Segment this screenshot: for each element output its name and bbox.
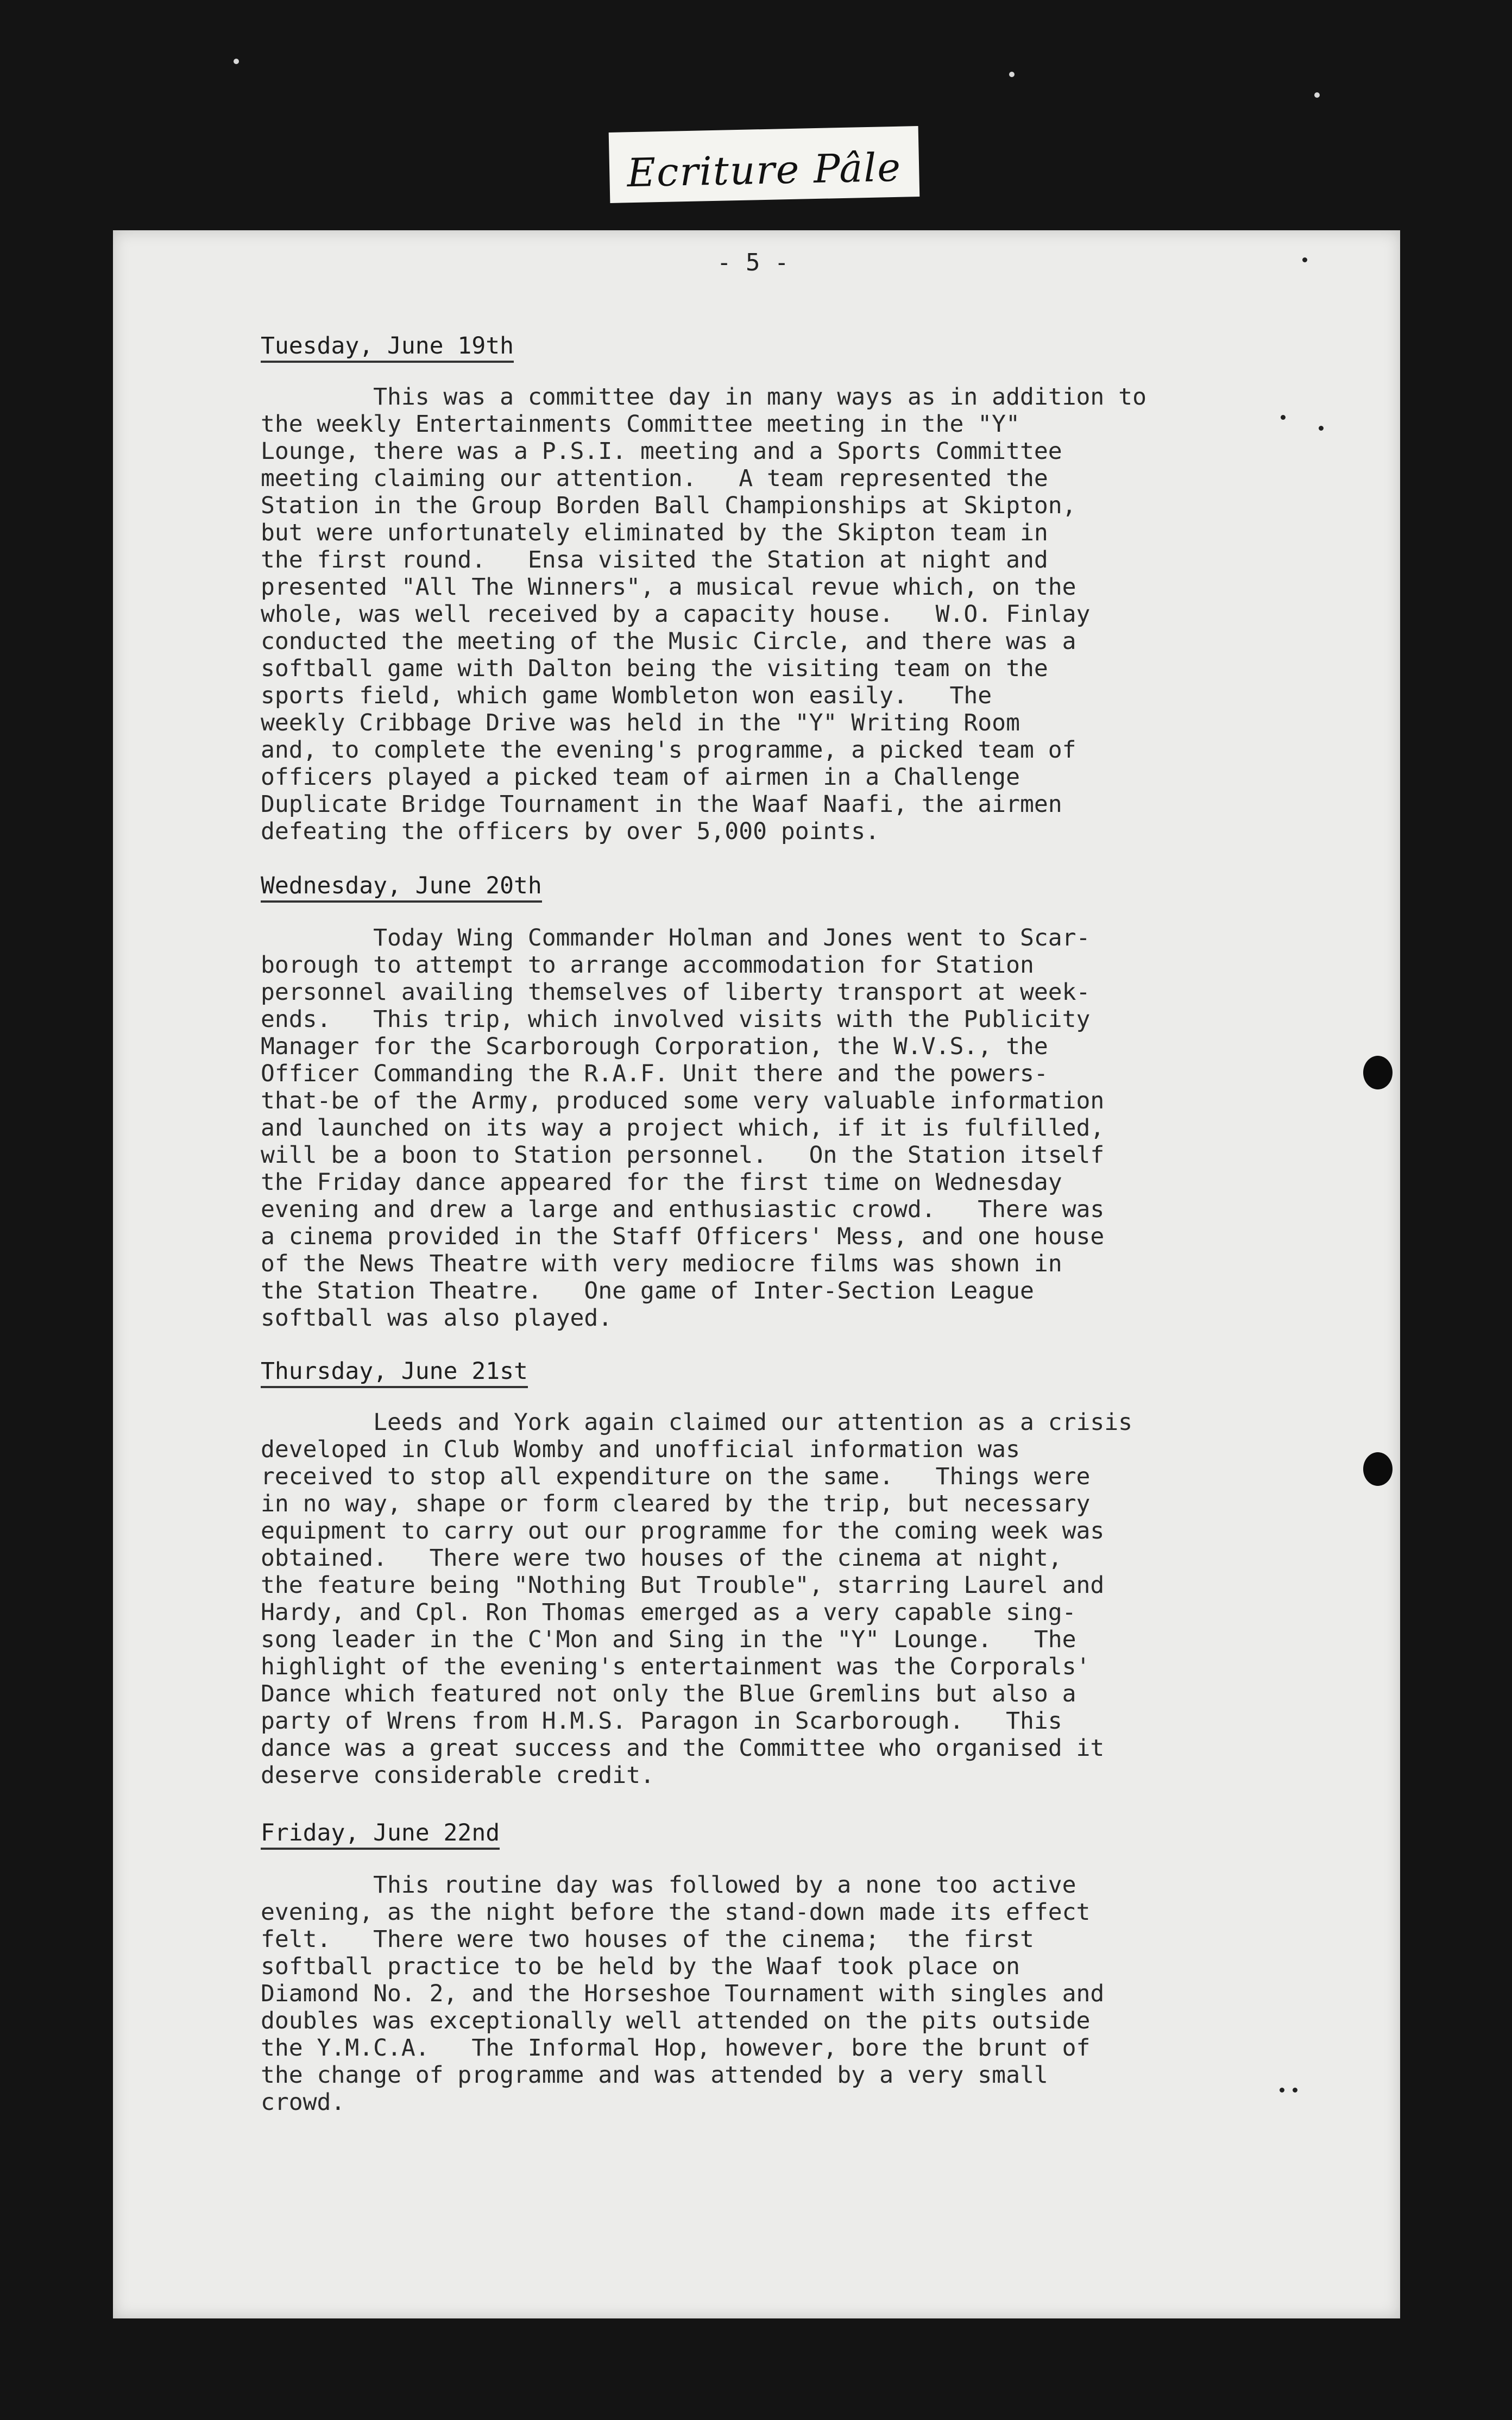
film-speck [234, 59, 239, 64]
page-speck [1302, 257, 1307, 262]
section-body-thursday: Leeds and York again claimed our attention as a crisis developed in Club Womby and unofficial information was received to stop all expenditure on the same. Things were in no way, shape or form cleared by the trip, but necessary equipment to carry out our programme for the coming week was obtained. There were two houses of the cinema at night, the feature being "Nothing But Trouble", starring Laurel and Hardy, and Cpl. Ron Thomas emerged as a very capable sing- song leader in the C'Mon and Sing in the "Y" Lounge. The highlight of the evening's entertainment was the Corporals' Dance which featured not only the Blue Gremlins but also a party of Wrens from H.M.S. Paragon in Scarborough. This dance was a great success and the Committee who organised it deserve considerable credit. [261, 1409, 1133, 1789]
page-number: - 5 - [717, 249, 789, 276]
section-heading-thursday: Thursday, June 21st [261, 1358, 528, 1388]
section-body-tuesday: This was a committee day in many ways as in addition to the weekly Entertainments Committee meeting in the "Y" Lounge, there was a P.S.I. meeting and a Sports Committee meeting claiming our attention. A team represented the Station in the Group Borden Ball Championships at Skipton, but were unfortunately eliminated by the Skipton team in the first round. Ensa visited the Station at night and presented "All The Winners", a musical revue which, on the whole, was well received by a capacity house. W.O. Finlay conducted the meeting of the Music Circle, and there was a softball game with Dalton being the visiting team on the sports field, which game Wombleton won easily. The weekly Cribbage Drive was held in the "Y" Writing Room and, to complete the evening's programme, a picked team of officers played a picked team of airmen in a Challenge Duplicate Bridge Tournament in the Waaf Naafi, the airmen defeating the officers by over 5,000 points. [261, 383, 1146, 845]
punch-hole [1363, 1056, 1393, 1089]
section-heading-tuesday: Tuesday, June 19th [261, 332, 514, 363]
section-body-friday: This routine day was followed by a none too active evening, as the night before the stand-down made its effect felt. There were two houses of the cinema; the first softball practice to be held by the Waaf took place on Diamond No. 2, and the Horseshoe Tournament with singles and doubles was exceptionally well attended on the pits outside the Y.M.C.A. The Informal Hop, however, bore the brunt of the change of programme and was attended by a very small crowd. [261, 1871, 1105, 2116]
archive-label: Ecriture Pâle [609, 126, 920, 203]
page-speck [1293, 2088, 1297, 2093]
page-speck [1319, 426, 1324, 431]
section-body-wednesday: Today Wing Commander Holman and Jones went to Scar- borough to attempt to arrange accommodation for Station personnel availing themselves of liberty transport at week- ends. This trip, which involved visits with the Publicity Manager for the Scarborough Corporation, the W.V.S., the Officer Commanding the R.A.F. Unit there and the powers- that-be of the Army, produced some very valuable information and launched on its way a project which, if it is fulfilled, will be a boon to Station personnel. On the Station itself the Friday dance appeared for the first time on Wednesday evening and drew a large and enthusiastic crowd. There was a cinema provided in the Staff Officers' Mess, and one house of the News Theatre with very mediocre films was shown in the Station Theatre. One game of Inter-Section League softball was also played. [261, 924, 1105, 1332]
section-heading-wednesday: Wednesday, June 20th [261, 872, 542, 903]
punch-hole [1363, 1452, 1393, 1486]
section-heading-friday: Friday, June 22nd [261, 1819, 500, 1850]
film-speck [1009, 72, 1015, 77]
film-speck [1314, 92, 1320, 98]
